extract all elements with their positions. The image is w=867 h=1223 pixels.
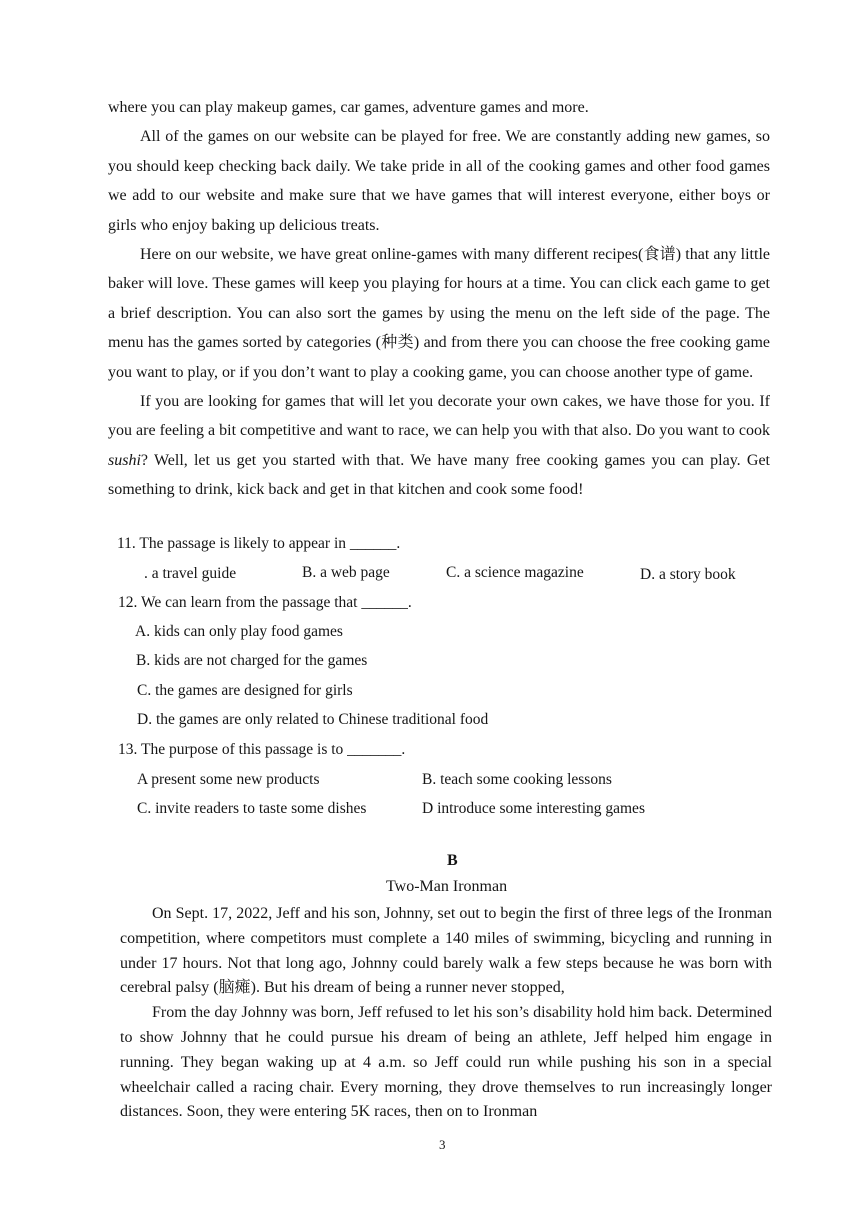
passage-a-paragraph-3: Here on our website, we have great online-games with many different recipes(食谱) that any little baker will love. These games will keep you playing for hours at a time. You can click each game to get a brief description. You can also sort the games by using the menu on the left side of the page. The menu has the games sorted by categories (种类) and from there you can choose the free cooking game you want to play, or if you don’t want to play a cooking game, you can choose another type of game. [108,246,770,381]
question-13-stem: 13. The purpose of this passage is to _______. [118,741,406,758]
question-13-option-c: C. invite readers to taste some dishes [137,800,367,817]
question-12-option-c: C. the games are designed for girls [137,682,353,699]
question-11-option-c: C. a science magazine [446,564,584,581]
question-12-option-b: B. kids are not charged for the games [136,652,368,669]
question-13-option-b: B. teach some cooking lessons [422,771,612,788]
passage-b-paragraph-1: On Sept. 17, 2022, Jeff and his son, Johnny, set out to begin the first of three legs of the Ironman competition, where competitors must complete a 140 miles of swimming, bicycling and running in under 17 hours. Not that long ago, Johnny could barely walk a few steps because he was born with cerebral palsy (脑瘫). But his dream of being a runner never stopped, [120,905,772,997]
question-11-stem: 11. The passage is likely to appear in ______. [117,535,401,552]
section-b-title: Two-Man Ironman [386,878,508,895]
section-b-letter: B [447,852,458,869]
question-11-option-b: B. a web page [302,564,390,581]
question-11-option-d: D. a story book [640,566,736,583]
question-12-option-d: D. the games are only related to Chinese traditional food [137,711,489,728]
page-number: 3 [439,1137,446,1152]
sushi-italic: sushi [108,451,141,469]
passage-b-paragraph-2: From the day Johnny was born, Jeff refused to let his son’s disability hold him back. Determined to show Johnny that he could pursue his dream of being an athlete, Jeff helped him engage in running. They began waking up at 4 a.m. so Jeff could run while pushing his son in a special wheelchair called a racing chair. Every morning, they drove themselves to run increasingly longer distances. Soon, they were entering 5K races, then on to Ironman [120,1004,772,1121]
question-12-option-a: A. kids can only play food games [135,623,343,640]
question-11-option-a: . a travel guide [144,565,237,582]
question-13-option-d: D introduce some interesting games [422,800,645,817]
paragraph-4-text-start: If you are looking for games that will let you decorate your own cakes, we have those for you. If you are feeling a bit competitive and want to race, we can help you with that also. Do you want to cook [108,393,770,440]
passage-a [108,93,770,505]
question-12-stem: 12. We can learn from the passage that ______. [118,594,412,611]
paragraph-4-text-end: ? Well, let us get you started with that. We have many free cooking games you can play. Get something to drink, kick back and get in that kitchen and cook some food! [108,451,770,499]
passage-b [120,902,772,1125]
passage-a-paragraph-4 [108,387,770,505]
question-13-option-a: A present some new products [137,771,320,788]
passage-a-paragraph-2: All of the games on our website can be played for free. We are constantly adding new games, so you should keep checking back daily. We take pride in all of the cooking games and other food games we add to our website and make sure that we have games that will interest everyone, either boys or girls who enjoy baking up delicious treats. [108,128,770,234]
passage-a-continued-line: where you can play makeup games, car games, adventure games and more. [108,99,589,116]
